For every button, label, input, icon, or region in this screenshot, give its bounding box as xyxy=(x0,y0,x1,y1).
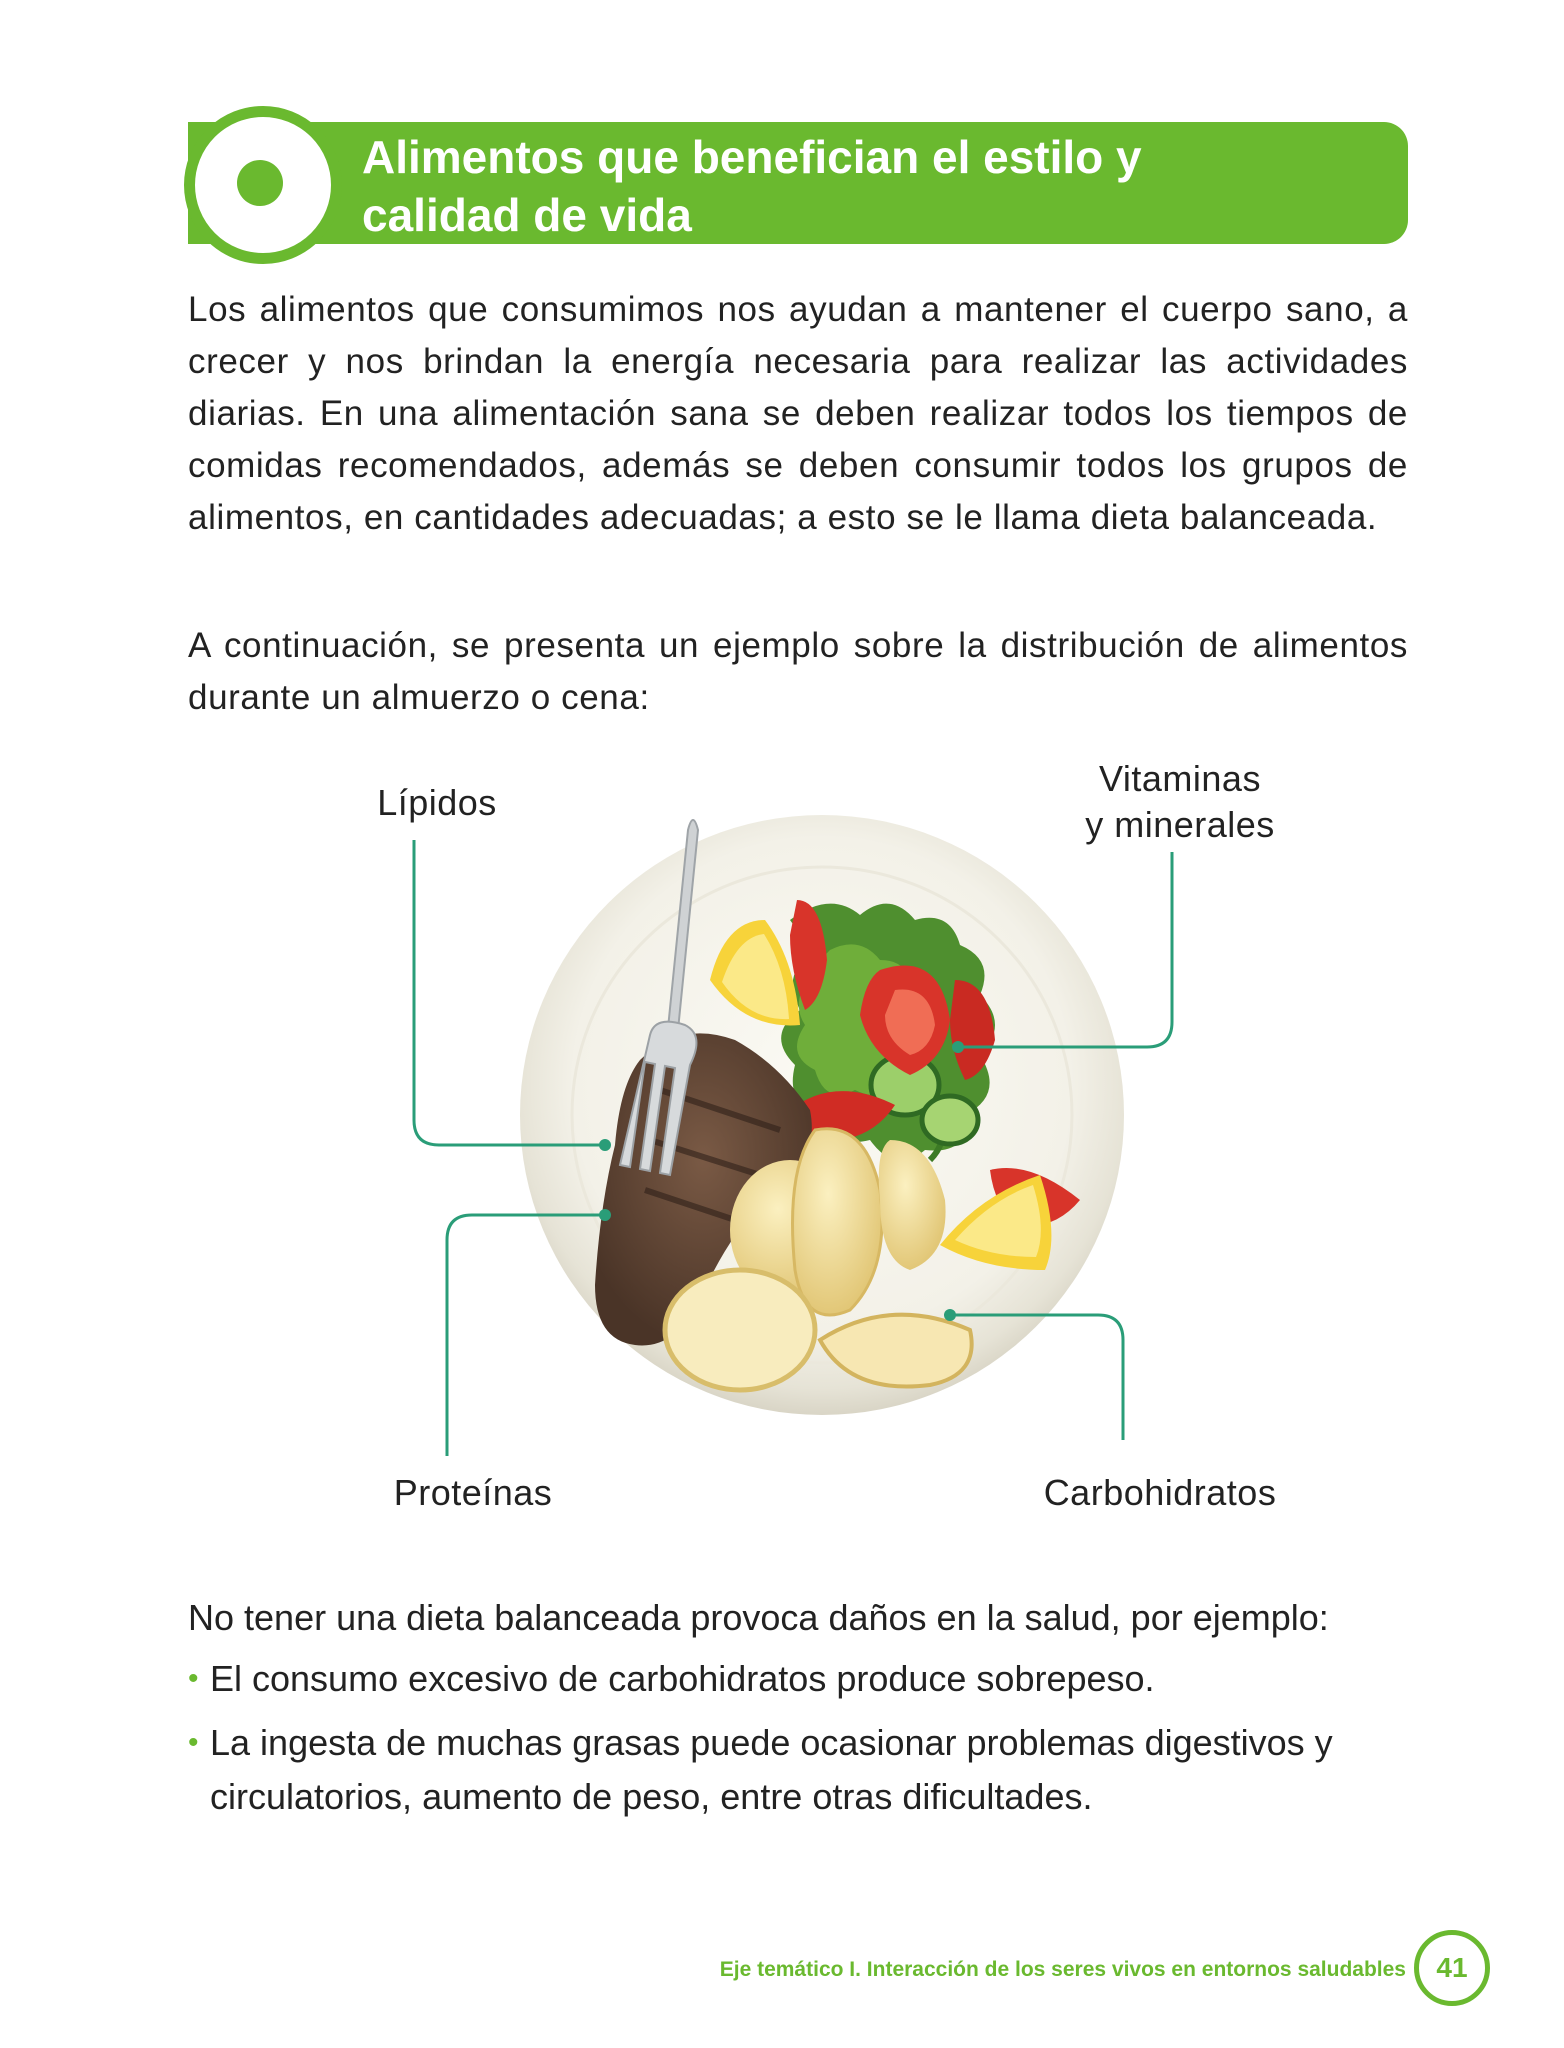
list-item xyxy=(188,1652,1408,1706)
plate-diagram xyxy=(0,740,1564,1540)
list-item xyxy=(188,1716,1408,1824)
list-item-text: La ingesta de muchas grasas puede ocasionar problemas digestivos y circulatorios, aumento de peso, entre otras dificultades. xyxy=(210,1722,1333,1817)
label-vitaminas-line2: y minerales xyxy=(1085,804,1275,845)
label-vitaminas-line1: Vitaminas xyxy=(1099,758,1261,799)
page-title xyxy=(362,128,1382,244)
plate-illustration xyxy=(0,740,1564,1540)
bullet-icon: • xyxy=(188,1726,199,1759)
page-number: 41 xyxy=(1414,1930,1490,2006)
banner-dot-icon xyxy=(237,160,283,206)
example-paragraph: A continuación, se presenta un ejemplo sobre la distribución de alimentos durante un almuerzo o cena: xyxy=(188,626,1408,717)
list-item-text: El consumo excesivo de carbohidratos produce sobrepeso. xyxy=(210,1658,1155,1699)
label-vitaminas xyxy=(1060,756,1300,848)
footer-section-title: Eje temático I. Interacción de los seres vivos en entornos saludables xyxy=(719,1958,1406,1981)
intro-paragraph: Los alimentos que consumimos nos ayudan a mantener el cuerpo sano, a crecer y nos brindan la energía necesaria para realizar las actividades diarias. En una alimentación sana se deben realizar todos los tiempos de comidas recomendados, además se deben consumir todos los grupos de alimentos, en cantidades adecuadas; a esto se le llama dieta balanceada. xyxy=(188,290,1408,537)
label-proteinas: Proteínas xyxy=(393,1472,553,1513)
consequences-intro: No tener una dieta balanceada provoca daños en la salud, por ejemplo: xyxy=(188,1597,1329,1638)
bullet-icon: • xyxy=(188,1662,199,1695)
label-lipidos: Lípidos xyxy=(377,782,497,823)
label-carbohidratos: Carbohidratos xyxy=(1043,1472,1277,1513)
page-title-line2: calidad de vida xyxy=(362,189,692,241)
page-title-line1: Alimentos que benefician el estilo y xyxy=(362,131,1142,183)
